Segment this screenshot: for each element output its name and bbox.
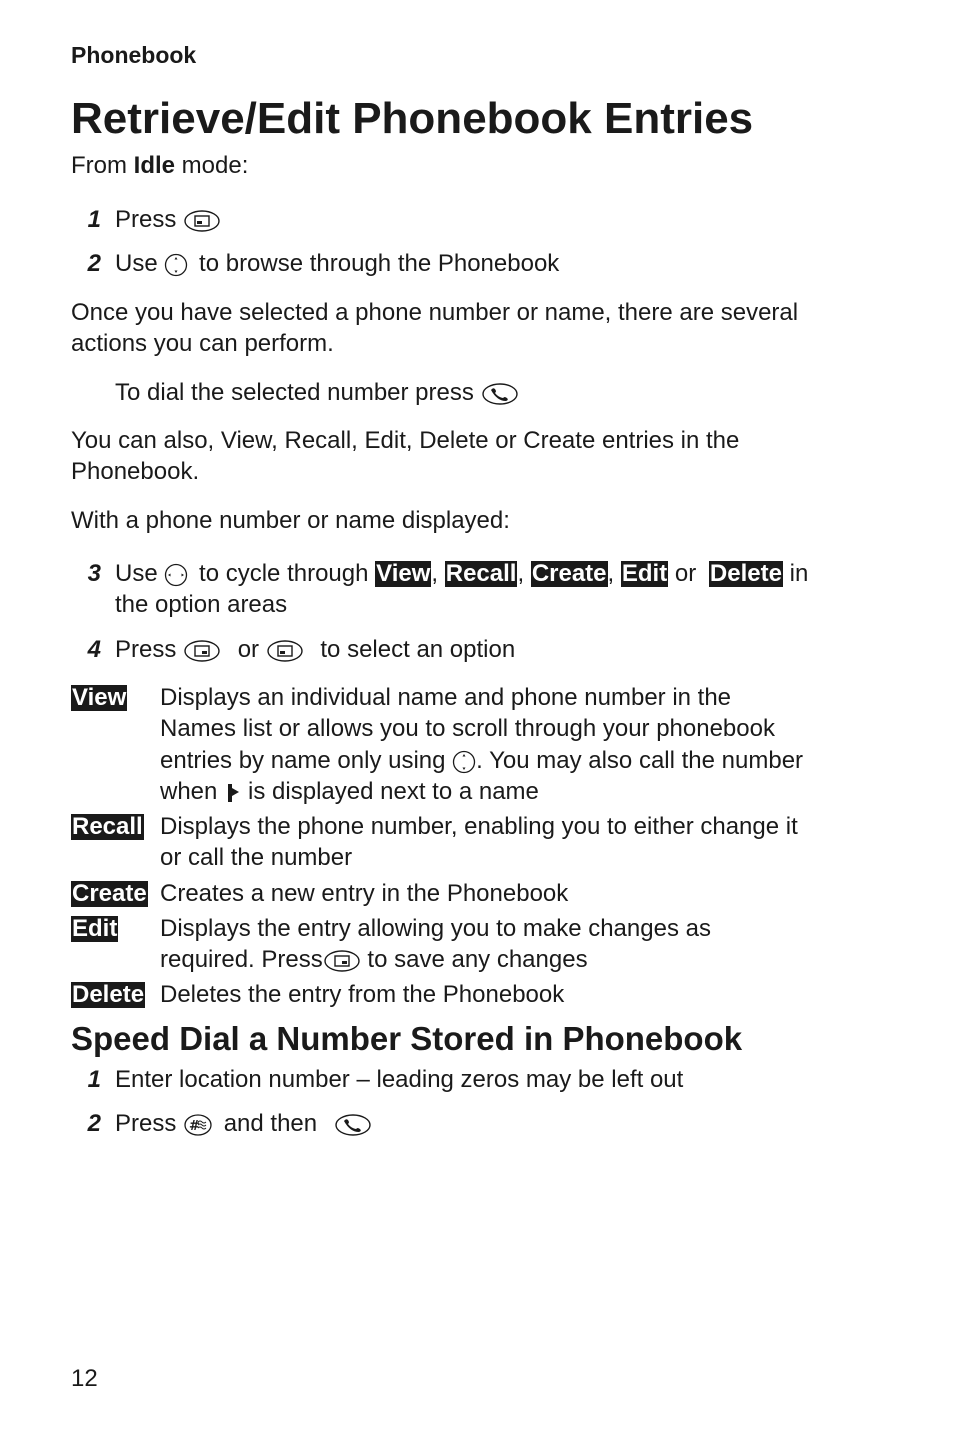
or-text: or <box>674 560 697 587</box>
intro-suffix: mode: <box>175 152 249 179</box>
definition-text: Displays the phone number, enabling you to either change it <box>160 813 798 840</box>
definition-tag: Edit <box>72 915 118 942</box>
step-number: 2 <box>87 1110 101 1137</box>
step-text: Press <box>115 206 177 233</box>
paragraph-displayed: With a phone number or name displayed: <box>71 507 510 534</box>
comma: , <box>431 560 439 587</box>
step-number: 3 <box>87 560 101 587</box>
definition-text-with-icon <box>160 745 803 776</box>
definition-tag: Create <box>72 880 147 907</box>
right-softkey-icon <box>323 949 361 973</box>
step-text-tail: to browse through the Phonebook <box>199 250 560 277</box>
phone-number-indicator-icon <box>226 782 240 804</box>
step-2 <box>71 248 559 279</box>
definition-text: Displays the entry allowing you to make changes as <box>160 915 711 942</box>
step-number: 2 <box>87 250 101 277</box>
definition-text-with-icon <box>160 776 539 807</box>
step-3 <box>71 558 808 589</box>
step-text-mid: to cycle through <box>199 560 369 587</box>
page-number: 12 <box>71 1365 98 1392</box>
step-1 <box>71 204 221 235</box>
paragraph-actions-line-1: Once you have selected a phone number or name, there are several <box>71 299 799 326</box>
step-text: Use <box>115 250 158 277</box>
definition-text: Names list or allows you to scroll through your phonebook <box>160 715 775 742</box>
intro-prefix: From <box>71 152 134 179</box>
step-4 <box>71 634 515 665</box>
or-text: or <box>237 636 260 663</box>
left-softkey-icon <box>266 639 304 663</box>
definition-create <box>71 878 148 909</box>
option-recall-tag: Recall <box>445 560 517 587</box>
option-delete-tag: Delete <box>709 560 782 587</box>
definition-text: is displayed next to a name <box>248 778 539 805</box>
definition-text: when <box>160 778 218 805</box>
option-view-tag: View <box>376 560 431 587</box>
comma: , <box>607 560 615 587</box>
dial-instruction <box>115 377 519 408</box>
navigation-key-icon <box>164 253 188 277</box>
definition-text: or call the number <box>160 844 353 871</box>
right-softkey-icon <box>183 639 221 663</box>
definition-tag: Recall <box>72 813 143 840</box>
definition-delete <box>71 979 145 1010</box>
call-key-icon <box>334 1113 372 1137</box>
step-text: Use <box>115 560 158 587</box>
definition-text-with-icon <box>160 944 588 975</box>
option-create-tag: Create <box>531 560 607 587</box>
paragraph-options-line-2: Phonebook. <box>71 458 200 485</box>
menu-softkey-icon <box>183 209 221 233</box>
definition-recall <box>71 811 144 842</box>
step-text: Enter location number – leading zeros may be left out <box>115 1066 684 1093</box>
idle-mode: Idle <box>133 152 176 179</box>
comma: , <box>517 560 525 587</box>
option-edit-tag: Edit <box>621 560 668 587</box>
section-label: Phonebook <box>71 42 197 68</box>
step-text-tail: to select an option <box>320 636 516 663</box>
step-number: 1 <box>87 1066 101 1093</box>
step-text-mid: and then <box>223 1110 318 1137</box>
definition-text: Deletes the entry from the Phonebook <box>160 981 565 1008</box>
dial-text: To dial the selected number press <box>115 379 474 406</box>
definition-edit <box>71 913 118 944</box>
in-text: in <box>789 560 809 587</box>
step-number: 1 <box>87 206 101 233</box>
intro-line <box>71 150 248 181</box>
paragraph-actions-line-2: actions you can perform. <box>71 330 334 357</box>
definition-view <box>71 682 127 713</box>
step-text: Press <box>115 636 177 663</box>
step-3-line-2: the option areas <box>115 591 288 618</box>
definition-tag: View <box>72 684 127 711</box>
speed-dial-step-1 <box>71 1064 683 1095</box>
definition-text: . You may also call the number <box>476 747 804 774</box>
left-right-navigation-icon <box>164 563 188 587</box>
step-number: 4 <box>87 636 101 663</box>
speed-dial-step-2 <box>71 1108 372 1139</box>
call-key-icon <box>481 382 519 406</box>
definition-text: required. Press <box>160 946 323 973</box>
svg-text:#: # <box>189 1118 200 1134</box>
paragraph-options-line-1: You can also, View, Recall, Edit, Delete or Create entries in the <box>71 427 740 454</box>
hash-key-icon <box>183 1113 213 1137</box>
definition-tag: Delete <box>72 981 145 1008</box>
definition-text: entries by name only using <box>160 747 446 774</box>
definition-text: Displays an individual name and phone number in the <box>160 684 732 711</box>
page-title: Retrieve/Edit Phonebook Entries <box>71 94 754 143</box>
definition-text: to save any changes <box>367 946 588 973</box>
definition-text: Creates a new entry in the Phonebook <box>160 880 569 907</box>
navigation-key-icon <box>452 750 476 774</box>
step-text: Press <box>115 1110 177 1137</box>
speed-dial-heading: Speed Dial a Number Stored in Phonebook <box>71 1020 743 1057</box>
